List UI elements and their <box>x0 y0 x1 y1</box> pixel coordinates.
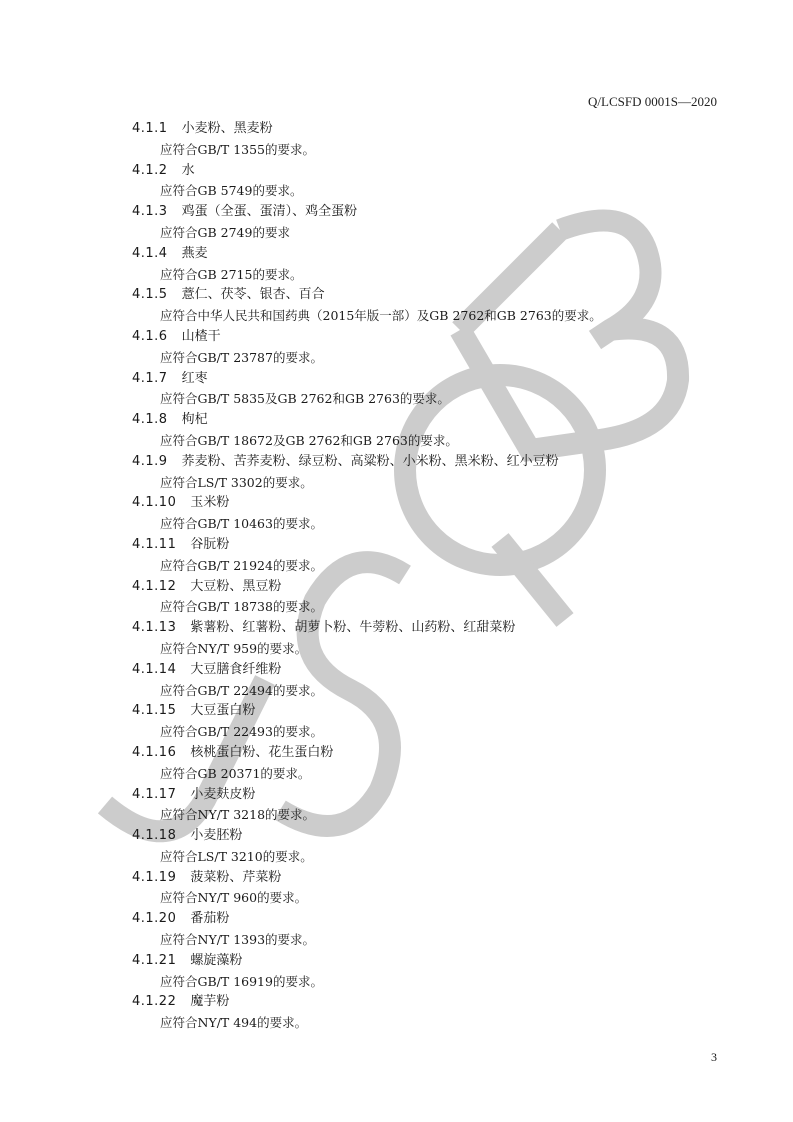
item-title: 枸杞 <box>181 412 208 428</box>
item-title: 燕麦 <box>181 245 208 261</box>
item-requirement: 应符合GB/T 5835及GB 2762和GB 2763的要求。 <box>160 391 450 407</box>
list-item <box>132 660 732 702</box>
item-title: 菠菜粉、芹菜粉 <box>190 869 282 885</box>
item-number: 4.1.9 <box>132 453 168 469</box>
list-item <box>132 161 732 203</box>
list-item <box>132 493 732 535</box>
list-item <box>132 868 732 910</box>
item-number: 4.1.7 <box>132 370 168 386</box>
item-requirement: 应符合GB/T 16919的要求。 <box>160 973 323 989</box>
item-number: 4.1.2 <box>132 162 168 178</box>
item-requirement: 应符合GB/T 1355的要求。 <box>160 141 316 157</box>
item-title: 番茄粉 <box>190 911 230 927</box>
list-item <box>132 202 732 244</box>
item-heading <box>132 244 208 265</box>
item-heading <box>132 493 229 514</box>
list-item <box>132 743 732 785</box>
item-number: 4.1.4 <box>132 245 168 261</box>
list-item <box>132 327 732 369</box>
list-item <box>132 285 732 327</box>
item-requirement: 应符合GB/T 18672及GB 2762和GB 2763的要求。 <box>160 432 458 448</box>
item-title: 薏仁、茯苓、银杏、百合 <box>181 287 325 303</box>
item-number: 4.1.18 <box>132 828 177 844</box>
item-number: 4.1.3 <box>132 204 168 220</box>
item-title: 小麦胚粉 <box>190 828 243 844</box>
item-requirement: 应符合GB/T 18738的要求。 <box>160 599 323 615</box>
item-requirement: 应符合GB/T 22493的要求。 <box>160 724 323 740</box>
item-requirement: 应符合GB/T 10463的要求。 <box>160 516 323 532</box>
list-item <box>132 410 732 452</box>
item-title: 核桃蛋白粉、花生蛋白粉 <box>190 744 334 760</box>
item-title: 紫薯粉、红薯粉、胡萝卜粉、牛蒡粉、山药粉、红甜菜粉 <box>190 620 516 636</box>
list-item <box>132 951 732 993</box>
item-requirement: 应符合NY/T 959的要求。 <box>160 640 308 656</box>
item-number: 4.1.10 <box>132 495 177 511</box>
item-heading <box>132 618 515 639</box>
item-requirement: 应符合GB/T 22494的要求。 <box>160 682 323 698</box>
item-heading <box>132 535 229 556</box>
document-code: Q/LCSFD 0001S—2020 <box>588 94 717 109</box>
item-requirement: 应符合GB/T 23787的要求。 <box>160 349 323 365</box>
item-heading <box>132 327 221 348</box>
item-title: 水 <box>181 162 195 178</box>
item-heading <box>132 577 281 598</box>
item-number: 4.1.1 <box>132 121 168 136</box>
item-requirement: 应符合LS/T 3302的要求。 <box>160 474 313 490</box>
item-heading <box>132 202 357 223</box>
item-title: 大豆粉、黑豆粉 <box>190 578 282 594</box>
item-heading <box>132 369 208 390</box>
item-number: 4.1.14 <box>132 661 177 677</box>
item-requirement: 应符合GB 5749的要求。 <box>160 183 303 199</box>
item-requirement: 应符合NY/T 494的要求。 <box>160 1015 308 1031</box>
item-requirement: 应符合GB 2715的要求。 <box>160 266 303 282</box>
item-title: 谷朊粉 <box>190 536 230 552</box>
item-number: 4.1.15 <box>132 703 177 719</box>
item-heading <box>132 660 281 681</box>
item-requirement: 应符合LS/T 3210的要求。 <box>160 848 313 864</box>
list-item <box>132 119 732 161</box>
list-item <box>132 992 732 1034</box>
item-title: 玉米粉 <box>190 495 230 511</box>
list-item <box>132 618 732 660</box>
list-item <box>132 826 732 868</box>
item-number: 4.1.17 <box>132 786 177 802</box>
item-heading <box>132 410 208 431</box>
list-item <box>132 701 732 743</box>
item-number: 4.1.20 <box>132 911 177 927</box>
item-heading <box>132 951 242 972</box>
item-heading <box>132 285 325 306</box>
item-number: 4.1.19 <box>132 869 177 885</box>
item-title: 小麦麸皮粉 <box>190 786 256 802</box>
item-number: 4.1.5 <box>132 287 168 303</box>
item-requirement: 应符合NY/T 960的要求。 <box>160 890 308 906</box>
list-item <box>132 369 732 411</box>
requirements-list <box>132 119 732 1034</box>
item-number: 4.1.13 <box>132 620 177 636</box>
item-title: 大豆蛋白粉 <box>190 703 256 719</box>
item-heading <box>132 161 195 182</box>
item-number: 4.1.6 <box>132 328 168 344</box>
item-requirement: 应符合GB 20371的要求。 <box>160 765 311 781</box>
item-heading <box>132 743 333 764</box>
item-number: 4.1.16 <box>132 744 177 760</box>
item-requirement: 应符合GB 2749的要求 <box>160 224 290 240</box>
item-title: 鸡蛋（全蛋、蛋清）、鸡全蛋粉 <box>181 204 358 220</box>
list-item <box>132 785 732 827</box>
item-title: 山楂干 <box>181 328 221 344</box>
item-heading <box>132 909 229 930</box>
item-heading <box>132 119 273 140</box>
list-item <box>132 577 732 619</box>
item-number: 4.1.22 <box>132 994 177 1010</box>
item-title: 红枣 <box>181 370 208 386</box>
item-heading <box>132 868 281 889</box>
item-heading <box>132 452 559 473</box>
item-title: 小麦粉、黑麦粉 <box>181 121 273 136</box>
item-requirement: 应符合GB/T 21924的要求。 <box>160 557 323 573</box>
item-requirement: 应符合NY/T 1393的要求。 <box>160 932 316 948</box>
page-number: 3 <box>711 1050 717 1064</box>
item-requirement: 应符合中华人民共和国药典（2015年版一部）及GB 2762和GB 2763的要求。 <box>160 308 602 324</box>
list-item <box>132 452 732 494</box>
list-item <box>132 535 732 577</box>
item-title: 大豆膳食纤维粉 <box>190 661 282 677</box>
item-number: 4.1.21 <box>132 952 177 968</box>
item-heading <box>132 785 255 806</box>
item-number: 4.1.8 <box>132 412 168 428</box>
list-item <box>132 244 732 286</box>
item-heading <box>132 826 242 847</box>
item-title: 魔芋粉 <box>190 994 230 1010</box>
item-number: 4.1.12 <box>132 578 177 594</box>
item-number: 4.1.11 <box>132 536 177 552</box>
list-item <box>132 909 732 951</box>
item-requirement: 应符合NY/T 3218的要求。 <box>160 807 316 823</box>
item-title: 螺旋藻粉 <box>190 952 243 968</box>
item-heading <box>132 992 229 1013</box>
item-heading <box>132 701 255 722</box>
item-title: 荞麦粉、苦荞麦粉、绿豆粉、高粱粉、小米粉、黑米粉、红小豆粉 <box>181 453 559 469</box>
